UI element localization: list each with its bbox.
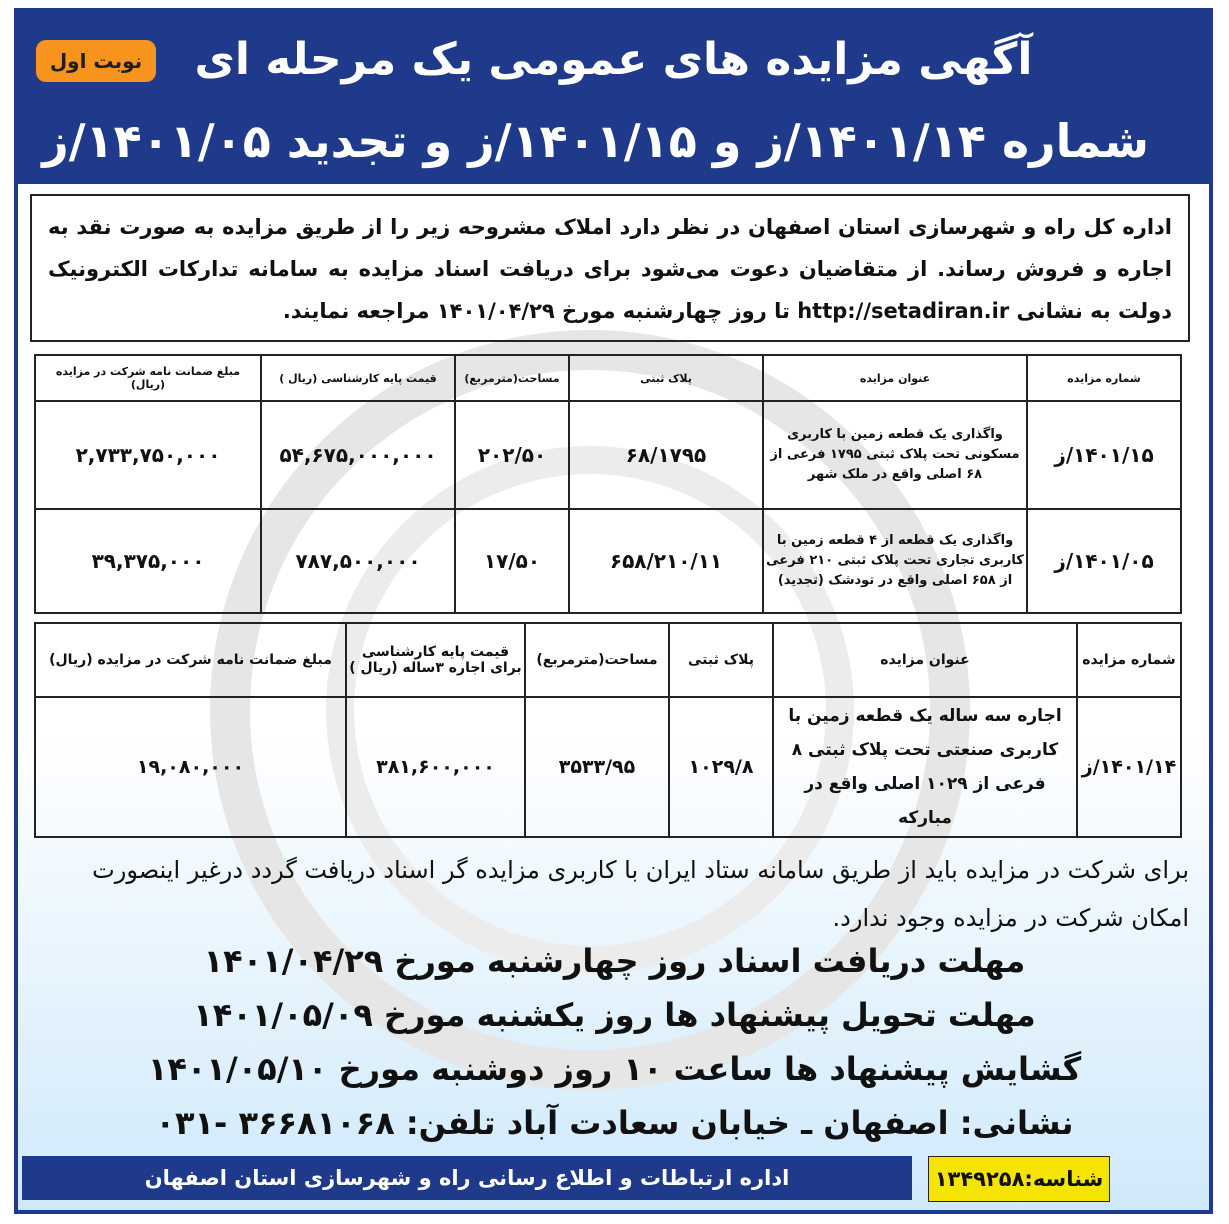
participation-notice: برای شرکت در مزایده باید از طریق سامانه ستاد ایران با کاربری مزایده گر اسناد دریافت گردد درغیر اینصورت امکان شرکت در مزایده وجود ندارد. (92, 856, 1189, 932)
auction-title: واگذاری یک قطعه زمین با کاربری مسکونی تحت پلاک ثبتی ۱۷۹۵ فرعی از ۶۸ اصلی واقع در ملک شهر (763, 401, 1027, 509)
notice-id: شناسه:۱۳۴۹۲۵۸ (928, 1156, 1110, 1202)
auction-numbers: شماره ۱۴۰۱/۱۴/ز و ۱۴۰۱/۱۵/ز و تجدید ۱۴۰۱/۰۵/ز (42, 114, 1149, 168)
auction-number: ۱۴۰۱/۱۵/ز (1027, 401, 1181, 509)
lease-auction-table (34, 622, 1182, 838)
table-header-row (35, 355, 1181, 401)
guarantee-amount: ۱۹,۰۸۰,۰۰۰ (35, 697, 346, 837)
col-header: شماره مزایده (1077, 623, 1181, 697)
header-banner (18, 12, 1209, 184)
deadline-documents: مهلت دریافت اسناد روز چهارشنبه مورخ ۱۴۰۱/۰۴/۲۹ (203, 942, 1026, 980)
address-phone: نشانی: اصفهان ـ خیابان سعادت آباد تلفن: ۳۶۶۸۱۰۶۸ -۰۳۱ (155, 1104, 1074, 1142)
col-header: عنوان مزایده (773, 623, 1077, 697)
round-badge: نوبت اول (36, 40, 156, 82)
sale-auction-table (34, 354, 1182, 614)
registry-plate: ۶۸/۱۷۹۵ (569, 401, 763, 509)
auction-number: ۱۴۰۱/۱۴/ز (1077, 697, 1181, 837)
col-header: مساحت(مترمربع) (455, 355, 569, 401)
col-header: قیمت پایه کارشناسی (ریال ) (261, 355, 455, 401)
area: ۲۰۲/۵۰ (455, 401, 569, 509)
registry-plate: ۶۵۸/۲۱۰/۱۱ (569, 509, 763, 613)
table-row (35, 509, 1181, 613)
table-header-row (35, 623, 1181, 697)
area: ۳۵۳۳/۹۵ (525, 697, 669, 837)
area: ۱۷/۵۰ (455, 509, 569, 613)
col-header: عنوان مزایده (763, 355, 1027, 401)
auction-number: ۱۴۰۱/۰۵/ز (1027, 509, 1181, 613)
deadline-submission: مهلت تحویل پیشنهاد ها روز یکشنبه مورخ ۱۴۰۱/۰۵/۰۹ (193, 996, 1036, 1034)
table-row (35, 401, 1181, 509)
col-header: قیمت پایه کارشناسی برای اجاره ۳ساله (ریال ) (346, 623, 525, 697)
registry-plate: ۱۰۲۹/۸ (669, 697, 773, 837)
col-header: پلاک ثبتی (569, 355, 763, 401)
footer-office: اداره ارتباطات و اطلاع رسانی راه و شهرسازی استان اصفهان (22, 1156, 912, 1200)
col-header: مبلغ ضمانت نامه شرکت در مزایده (ریال) (35, 623, 346, 697)
col-header: مبلغ ضمانت نامه شرکت در مزایده (ریال) (35, 355, 261, 401)
col-header: پلاک ثبتی (669, 623, 773, 697)
table-row (35, 697, 1181, 837)
guarantee-amount: ۲,۷۳۳,۷۵۰,۰۰۰ (35, 401, 261, 509)
page-title: آگهی مزایده های عمومی یک مرحله ای (194, 34, 1033, 85)
base-price: ۷۸۷,۵۰۰,۰۰۰ (261, 509, 455, 613)
col-header: مساحت(مترمربع) (525, 623, 669, 697)
guarantee-amount: ۳۹,۳۷۵,۰۰۰ (35, 509, 261, 613)
deadline-opening: گشایش پیشنهاد ها ساعت ۱۰ روز دوشنبه مورخ ۱۴۰۱/۰۵/۱۰ (147, 1050, 1082, 1088)
auction-title: اجاره سه ساله یک قطعه زمین با کاربری صنعتی تحت پلاک ثبتی ۸ فرعی از ۱۰۲۹ اصلی واقع در مبارکه (773, 697, 1077, 837)
col-header: شماره مزایده (1027, 355, 1181, 401)
auction-title: واگذاری یک قطعه از ۴ قطعه زمین با کاربری تجاری تحت پلاک ثبتی ۲۱۰ فرعی از ۶۵۸ اصلی واقع در تودشک (تجدید) (763, 509, 1027, 613)
intro-paragraph: اداره کل راه و شهرسازی استان اصفهان در نظر دارد املاک مشروحه زیر را از طریق مزایده به صورت نقد به اجاره و فروش رساند. از متقاضیان دعوت می‌شود برای دریافت اسناد مزایده به سامانه تدارکات الکترونیک دولت به نشانی http://setadiran.ir تا روز چهارشنبه مورخ ۱۴۰۱/۰۴/۲۹ مراجعه نمایند. (30, 194, 1190, 342)
base-price: ۵۴,۶۷۵,۰۰۰,۰۰۰ (261, 401, 455, 509)
base-price: ۳۸۱,۶۰۰,۰۰۰ (346, 697, 525, 837)
